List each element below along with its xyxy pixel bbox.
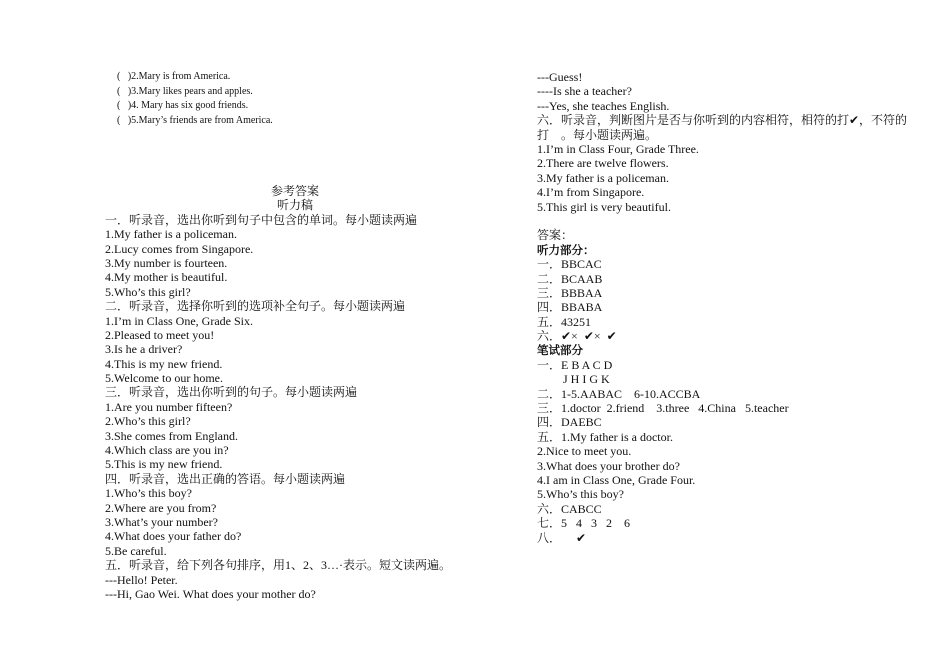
text-line: 1.I’m in Class One, Grade Six.	[105, 313, 253, 328]
answer-line: J H I G K	[563, 372, 610, 387]
text-line: 4.I’m from Singapore.	[537, 185, 645, 200]
text-line: 5.Be careful.	[105, 543, 167, 558]
question-item: ( )4. Mary has six good friends.	[117, 100, 249, 111]
answer-line: 五．43251	[537, 314, 592, 329]
text-line: 五．听录音，给下列各句排序，用1、2、3…·表示。短文读两遍。	[105, 558, 451, 573]
text-line: 5.Welcome to our home.	[105, 371, 224, 386]
text-line: ----Is she a teacher?	[537, 84, 632, 99]
text-line: 3.She comes from England.	[105, 428, 238, 443]
answer-line: 六．CABCC	[537, 501, 602, 516]
text-line: 4.What does your father do?	[105, 529, 242, 544]
answer-line: 三．BBBAA	[537, 285, 603, 300]
text-line: 2.Pleased to meet you!	[105, 327, 215, 342]
text-line: 3.Is he a driver?	[105, 342, 183, 357]
text-line: 三．听录音，选出你听到的句子。每小题读两遍	[105, 385, 358, 400]
answer-line: 一．E B A C D	[537, 357, 613, 372]
text-line: 3.My father is a policeman.	[537, 170, 669, 185]
question-list	[117, 70, 273, 128]
answer-line: 八． ✔	[537, 530, 587, 545]
answer-line: 三．1.doctor 2.friend 3.three 4.China 5.teacher	[537, 401, 789, 416]
text-line: 1.Who’s this boy?	[105, 486, 192, 501]
text-line: 一．听录音，选出你听到句子中包含的单词。每小题读两遍	[105, 212, 418, 227]
text-line: 1.I’m in Class Four, Grade Three.	[537, 141, 699, 156]
answer-title: 参考答案	[270, 184, 319, 198]
text-line: 四．听录音，选出正确的答语。每小题读两遍	[105, 471, 346, 486]
answer-line: 七．5 4 3 2 6	[537, 516, 631, 531]
text-line: 1.Are you number fifteen?	[105, 399, 233, 414]
text-line: 5.This girl is very beautiful.	[537, 199, 671, 214]
question-item: ( )2.Mary is from America.	[117, 71, 231, 82]
text-line: ---Yes, she teaches English.	[537, 98, 670, 113]
text-line: 2.There are twelve flowers.	[537, 156, 669, 171]
text-line: 3.What’s your number?	[105, 514, 218, 529]
text-line: 2.Who’s this girl?	[105, 414, 191, 429]
question-item: ( )3.Mary likes pears and apples.	[117, 85, 253, 97]
text-line: ---Hi, Gao Wei. What does your mother do?	[105, 586, 316, 601]
text-line: 1.My father is a policeman.	[105, 227, 237, 242]
written-section-label: 笔试部分	[537, 343, 583, 358]
answer-line: 五．1.My father is a doctor.	[537, 429, 673, 444]
answer-line: 四．BBABA	[537, 300, 603, 315]
text-line: 4.This is my new friend.	[105, 356, 223, 371]
text-line: 4.My mother is beautiful.	[105, 270, 228, 285]
answer-line: 4.I am in Class One, Grade Four.	[537, 472, 696, 487]
text-line: 5.This is my new friend.	[105, 457, 223, 472]
text-line: 2.Where are you from?	[105, 500, 217, 515]
text-line: ---Guess!	[537, 70, 583, 84]
section-6-instruction: 六．听录音，判断图片是否与你听到的内容相符，相符的打✔，不符的打 。每小题读两遍。	[537, 113, 908, 142]
answer-line: 一．BBCAC	[537, 257, 602, 272]
answer-line: 5.Who’s this boy?	[537, 487, 624, 502]
question-item: ( )5.Mary’s friends are from America.	[117, 114, 273, 126]
text-line: 二．听录音，选择你听到的选项补全句子。每小题读两遍	[105, 299, 406, 314]
answers-label: 答案：	[537, 228, 574, 243]
transcript-title: 听力稿	[276, 198, 313, 213]
answer-line: 四．DAEBC	[537, 415, 602, 430]
listening-section-label: 听力部分：	[537, 242, 595, 257]
answer-line: 二．BCAAB	[537, 271, 603, 286]
answer-line: 六．✔× ✔× ✔	[537, 329, 617, 344]
text-line: ---Hello! Peter.	[105, 572, 178, 587]
answer-line: 二．1-5.AABAC 6-10.ACCBA	[537, 386, 701, 401]
text-line: 4.Which class are you in?	[105, 443, 229, 458]
text-line: 5.Who’s this girl?	[105, 284, 191, 299]
text-line: 3.My number is fourteen.	[105, 255, 228, 270]
answer-line: 3.What does your brother do?	[537, 458, 680, 473]
answer-line: 2.Nice to meet you.	[537, 444, 632, 459]
text-line: 2.Lucy comes from Singapore.	[105, 241, 254, 256]
